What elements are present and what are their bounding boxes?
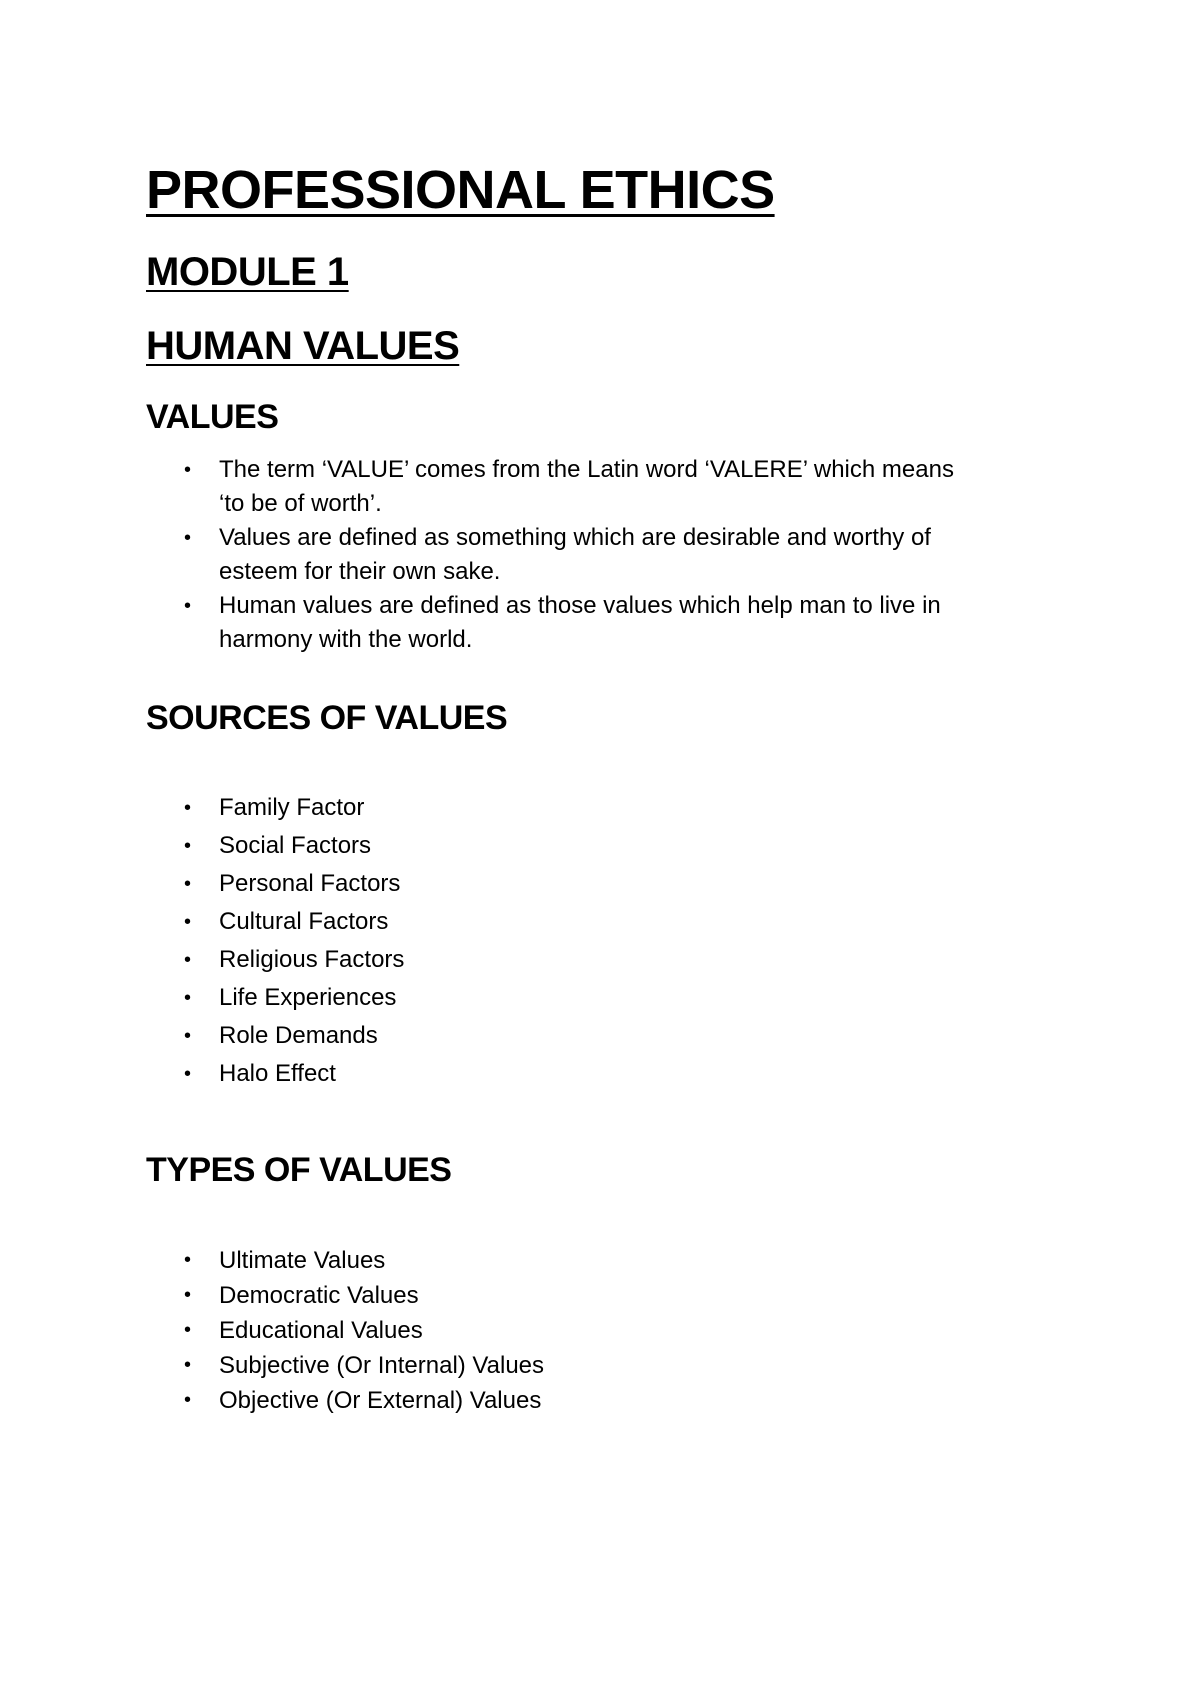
bullet-icon: • xyxy=(184,527,192,549)
types-heading: TYPES OF VALUES xyxy=(146,1151,452,1189)
module-heading: MODULE 1 xyxy=(146,250,349,294)
bullet-icon: • xyxy=(184,797,192,819)
list-item-text: Religious Factors xyxy=(219,946,405,973)
list-item-text: Role Demands xyxy=(219,1022,378,1049)
list-item xyxy=(146,1383,1046,1418)
list-item-text: Cultural Factors xyxy=(219,908,389,935)
bullet-icon: • xyxy=(184,459,192,481)
bullet-icon: • xyxy=(184,1354,192,1376)
list-item-text: Human values are defined as those values which help man to live in harmony with the world. xyxy=(219,592,941,653)
list-item-text: The term ‘VALUE’ comes from the Latin word ‘VALERE’ which means ‘to be of worth’. xyxy=(219,456,954,517)
list-item xyxy=(146,979,1046,1017)
list-item xyxy=(146,903,1046,941)
list-item-text: Personal Factors xyxy=(219,870,401,897)
list-item xyxy=(146,1243,1046,1278)
bullet-icon: • xyxy=(184,911,192,933)
list-item xyxy=(146,1278,1046,1313)
bullet-icon: • xyxy=(184,1284,192,1306)
values-list xyxy=(146,453,966,657)
bullet-icon: • xyxy=(184,1389,192,1411)
bullet-icon: • xyxy=(184,835,192,857)
list-item xyxy=(146,941,1046,979)
bullet-icon: • xyxy=(184,873,192,895)
sources-list xyxy=(146,789,1046,1093)
list-item-text: Life Experiences xyxy=(219,984,397,1011)
list-item xyxy=(146,1313,1046,1348)
values-heading: VALUES xyxy=(146,398,279,436)
list-item xyxy=(146,1017,1046,1055)
list-item-text: Ultimate Values xyxy=(219,1247,386,1274)
list-item xyxy=(146,865,1046,903)
bullet-icon: • xyxy=(184,987,192,1009)
sources-heading: SOURCES OF VALUES xyxy=(146,699,508,737)
list-item-text: Values are defined as something which are desirable and worthy of esteem for their own sake. xyxy=(219,524,931,585)
bullet-icon: • xyxy=(184,595,192,617)
document-content xyxy=(146,160,1046,1418)
list-item-text: Democratic Values xyxy=(219,1282,419,1309)
list-item-text: Social Factors xyxy=(219,832,372,859)
list-item xyxy=(146,589,966,657)
list-item-text: Subjective (Or Internal) Values xyxy=(219,1352,545,1379)
bullet-icon: • xyxy=(184,1249,192,1271)
section-title: HUMAN VALUES xyxy=(146,324,460,368)
list-item-text: Halo Effect xyxy=(219,1060,336,1087)
bullet-icon: • xyxy=(184,1063,192,1085)
list-item-text: Objective (Or External) Values xyxy=(219,1387,542,1414)
list-item xyxy=(146,789,1046,827)
list-item xyxy=(146,1055,1046,1093)
list-item xyxy=(146,453,966,521)
bullet-icon: • xyxy=(184,1025,192,1047)
types-list xyxy=(146,1243,1046,1418)
list-item xyxy=(146,827,1046,865)
list-item xyxy=(146,521,966,589)
list-item xyxy=(146,1348,1046,1383)
list-item-text: Educational Values xyxy=(219,1317,423,1344)
bullet-icon: • xyxy=(184,1319,192,1341)
list-item-text: Family Factor xyxy=(219,794,365,821)
document-title: PROFESSIONAL ETHICS xyxy=(146,160,775,220)
bullet-icon: • xyxy=(184,949,192,971)
